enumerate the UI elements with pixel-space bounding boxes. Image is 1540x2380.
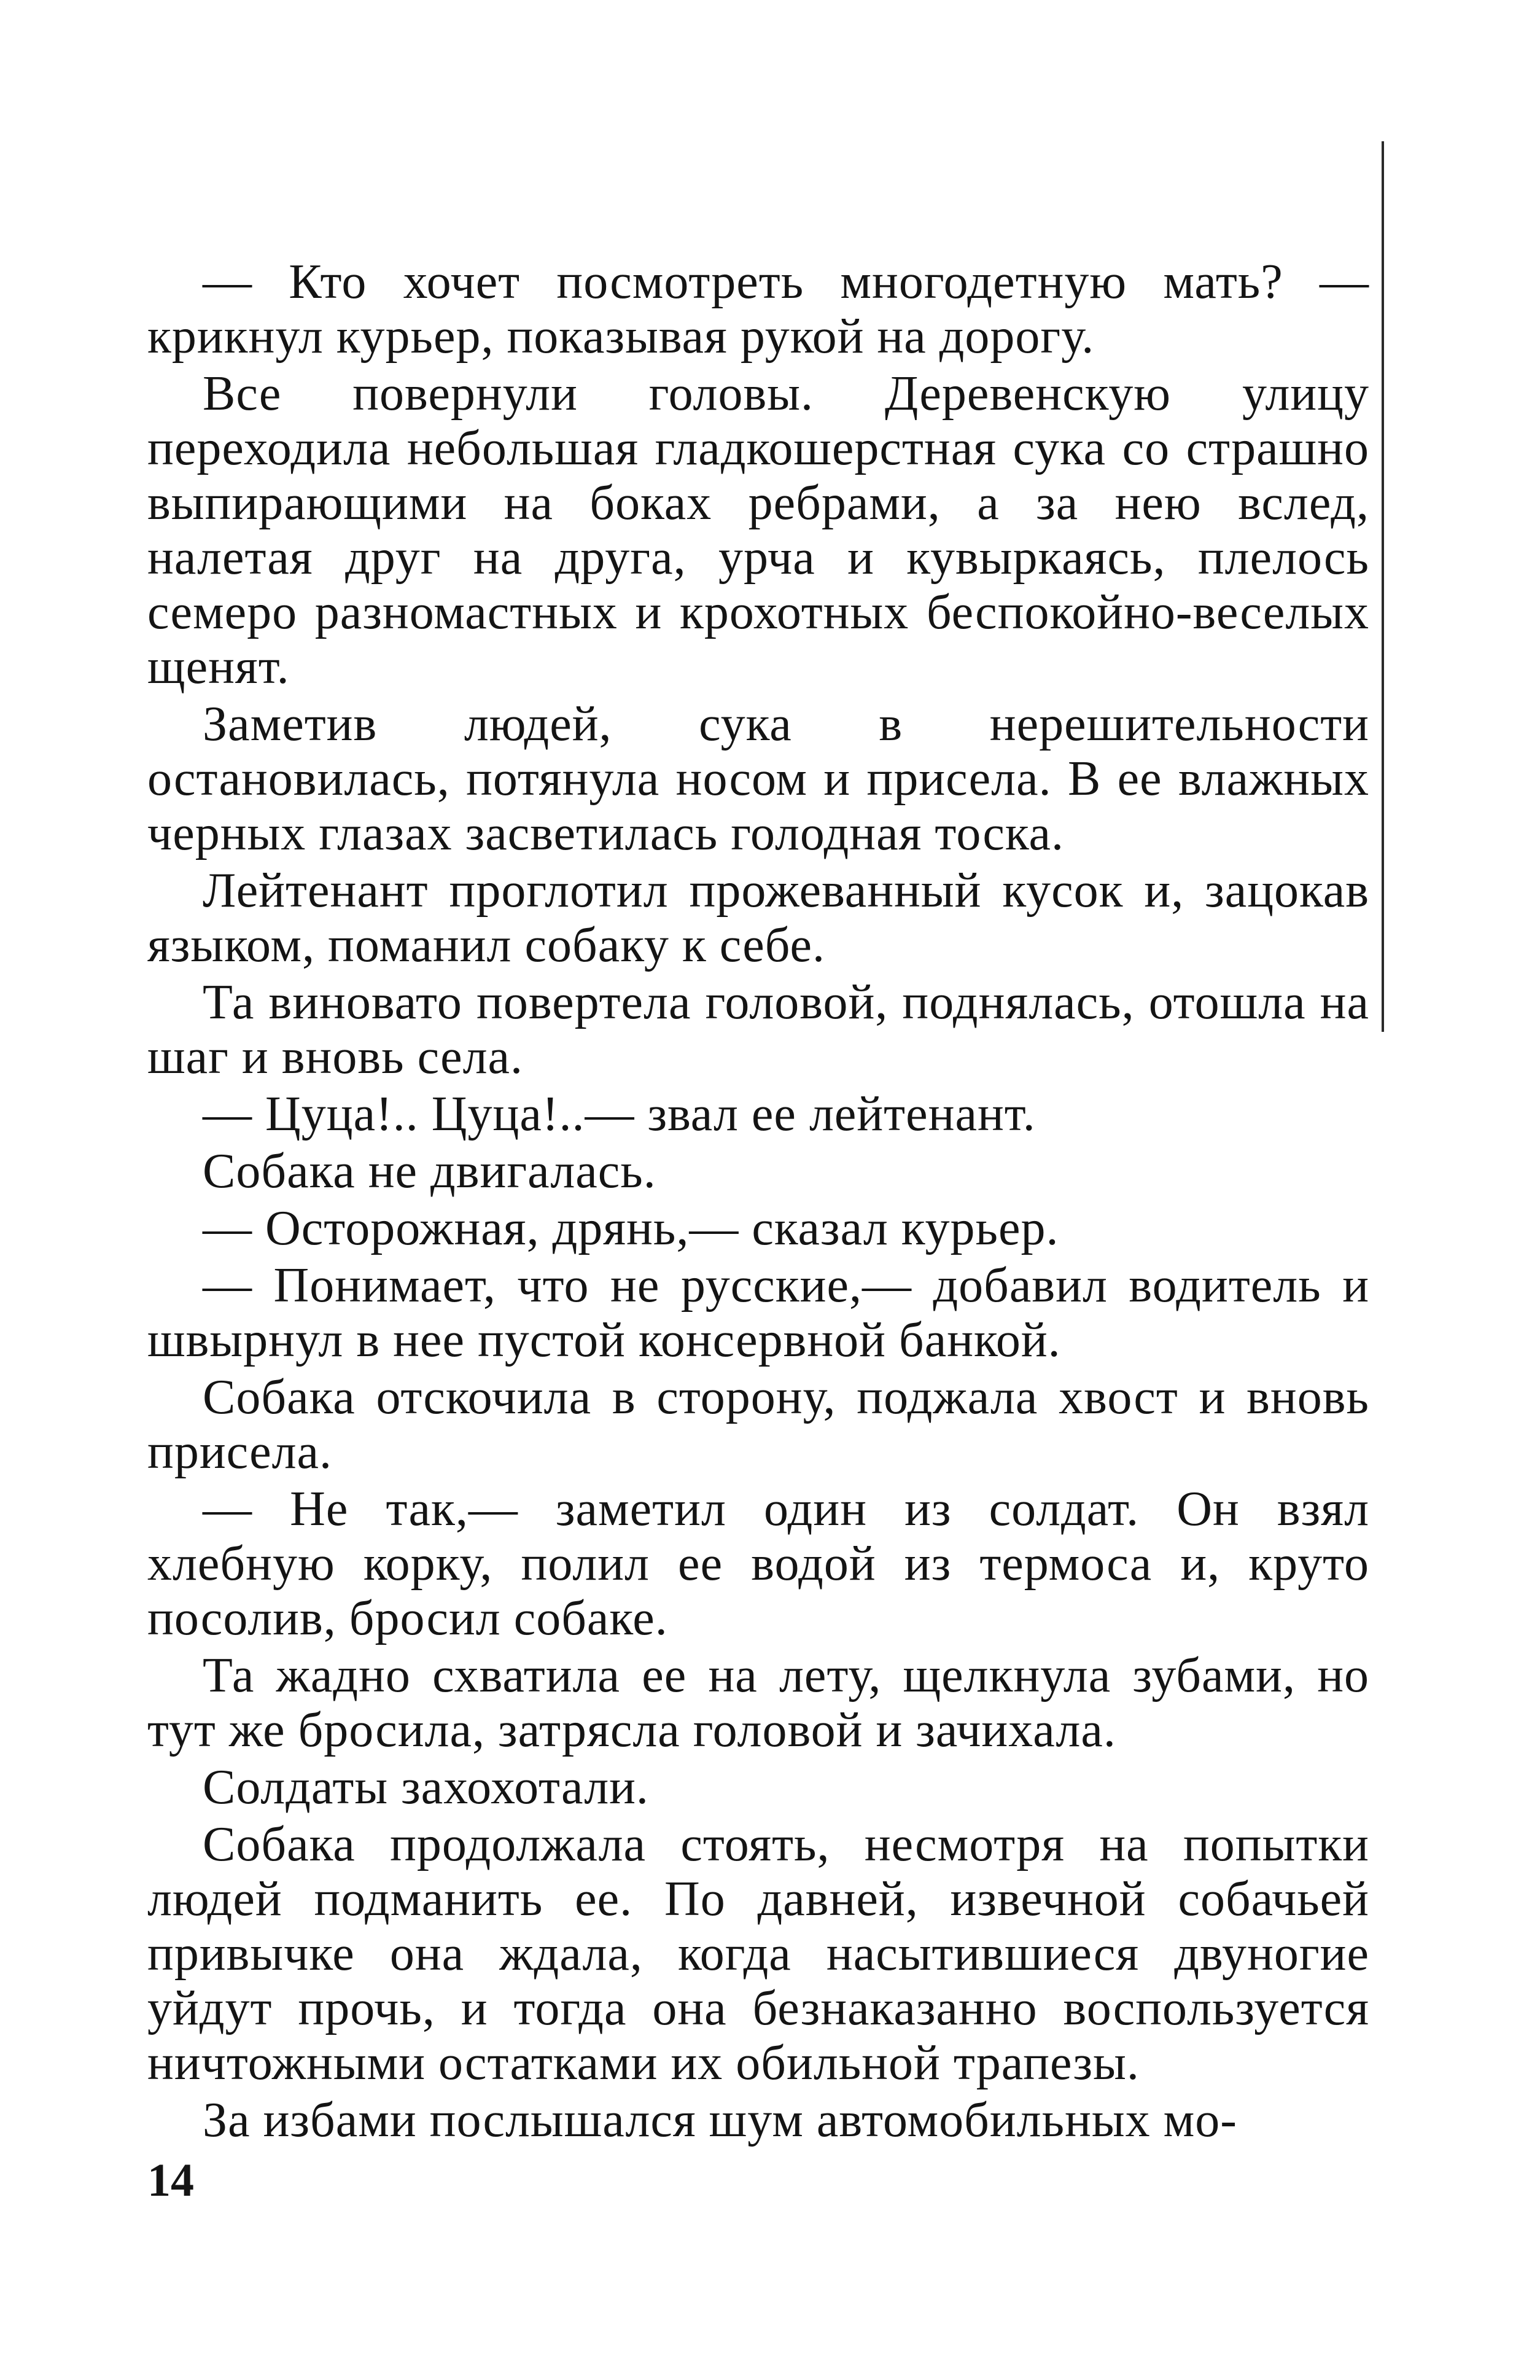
paragraph: Собака продолжала стоять, несмотря на попытки людей подманить ее. По давней, извечной собачьей привычке она ждала, когда насытившиеся двуногие уйдут прочь, и тогда она безнаказанно воспользуется ничтожными остатками их обильной трапезы. — [147, 1817, 1369, 2090]
paragraph: — Осторожная, дрянь,— сказал курьер. — [203, 1201, 1059, 1255]
paragraph: Солдаты захохотали. — [203, 1760, 649, 1814]
paragraph: Та жадно схватила ее на лету, щелкнула зубами, но тут же бросила, затрясла головой и зачихала. — [147, 1648, 1369, 1757]
paragraph: Собака не двигалась. — [203, 1144, 656, 1198]
paragraph: Лейтенант проглотил прожеванный кусок и, зацокав языком, поманил собаку к себе. — [147, 864, 1369, 972]
paragraph: За избами послышался шум автомобильных мо- — [203, 2093, 1237, 2147]
margin-rule — [1382, 141, 1384, 1032]
paragraph: — Понимает, что не русские,— добавил водитель и швырнул в нее пустой консервной банкой. — [147, 1258, 1369, 1367]
page-number: 14 — [147, 2155, 194, 2206]
paragraph: — Кто хочет посмотреть многодетную мать? — крикнул курьер, показывая рукой на дорогу. — [147, 255, 1369, 364]
paragraph: Собака отскочила в сторону, поджала хвост и вновь присела. — [147, 1370, 1369, 1479]
paragraph: Все повернули головы. Деревенскую улицу переходила небольшая гладкошерстная сука со страшно выпирающими на боках ребрами, а за нею вслед, налетая друг на друга, урча и кувыркаясь, плелось семеро разномастных и крохотных беспокойно-веселых щенят. — [147, 367, 1369, 694]
paragraph: — Не так,— заметил один из солдат. Он взял хлебную корку, полил ее водой из термоса и, круто посолив, бросил собаке. — [147, 1482, 1369, 1645]
paragraph: Та виновато повертела головой, поднялась, отошла на шаг и вновь села. — [147, 975, 1369, 1084]
paragraph: — Цуца!.. Цуца!..— звал ее лейтенант. — [203, 1087, 1036, 1141]
body-text — [147, 255, 1369, 2150]
paragraph: Заметив людей, сука в нерешительности остановилась, потянула носом и присела. В ее влажных черных глазах засветилась голодная тоска. — [147, 697, 1369, 860]
